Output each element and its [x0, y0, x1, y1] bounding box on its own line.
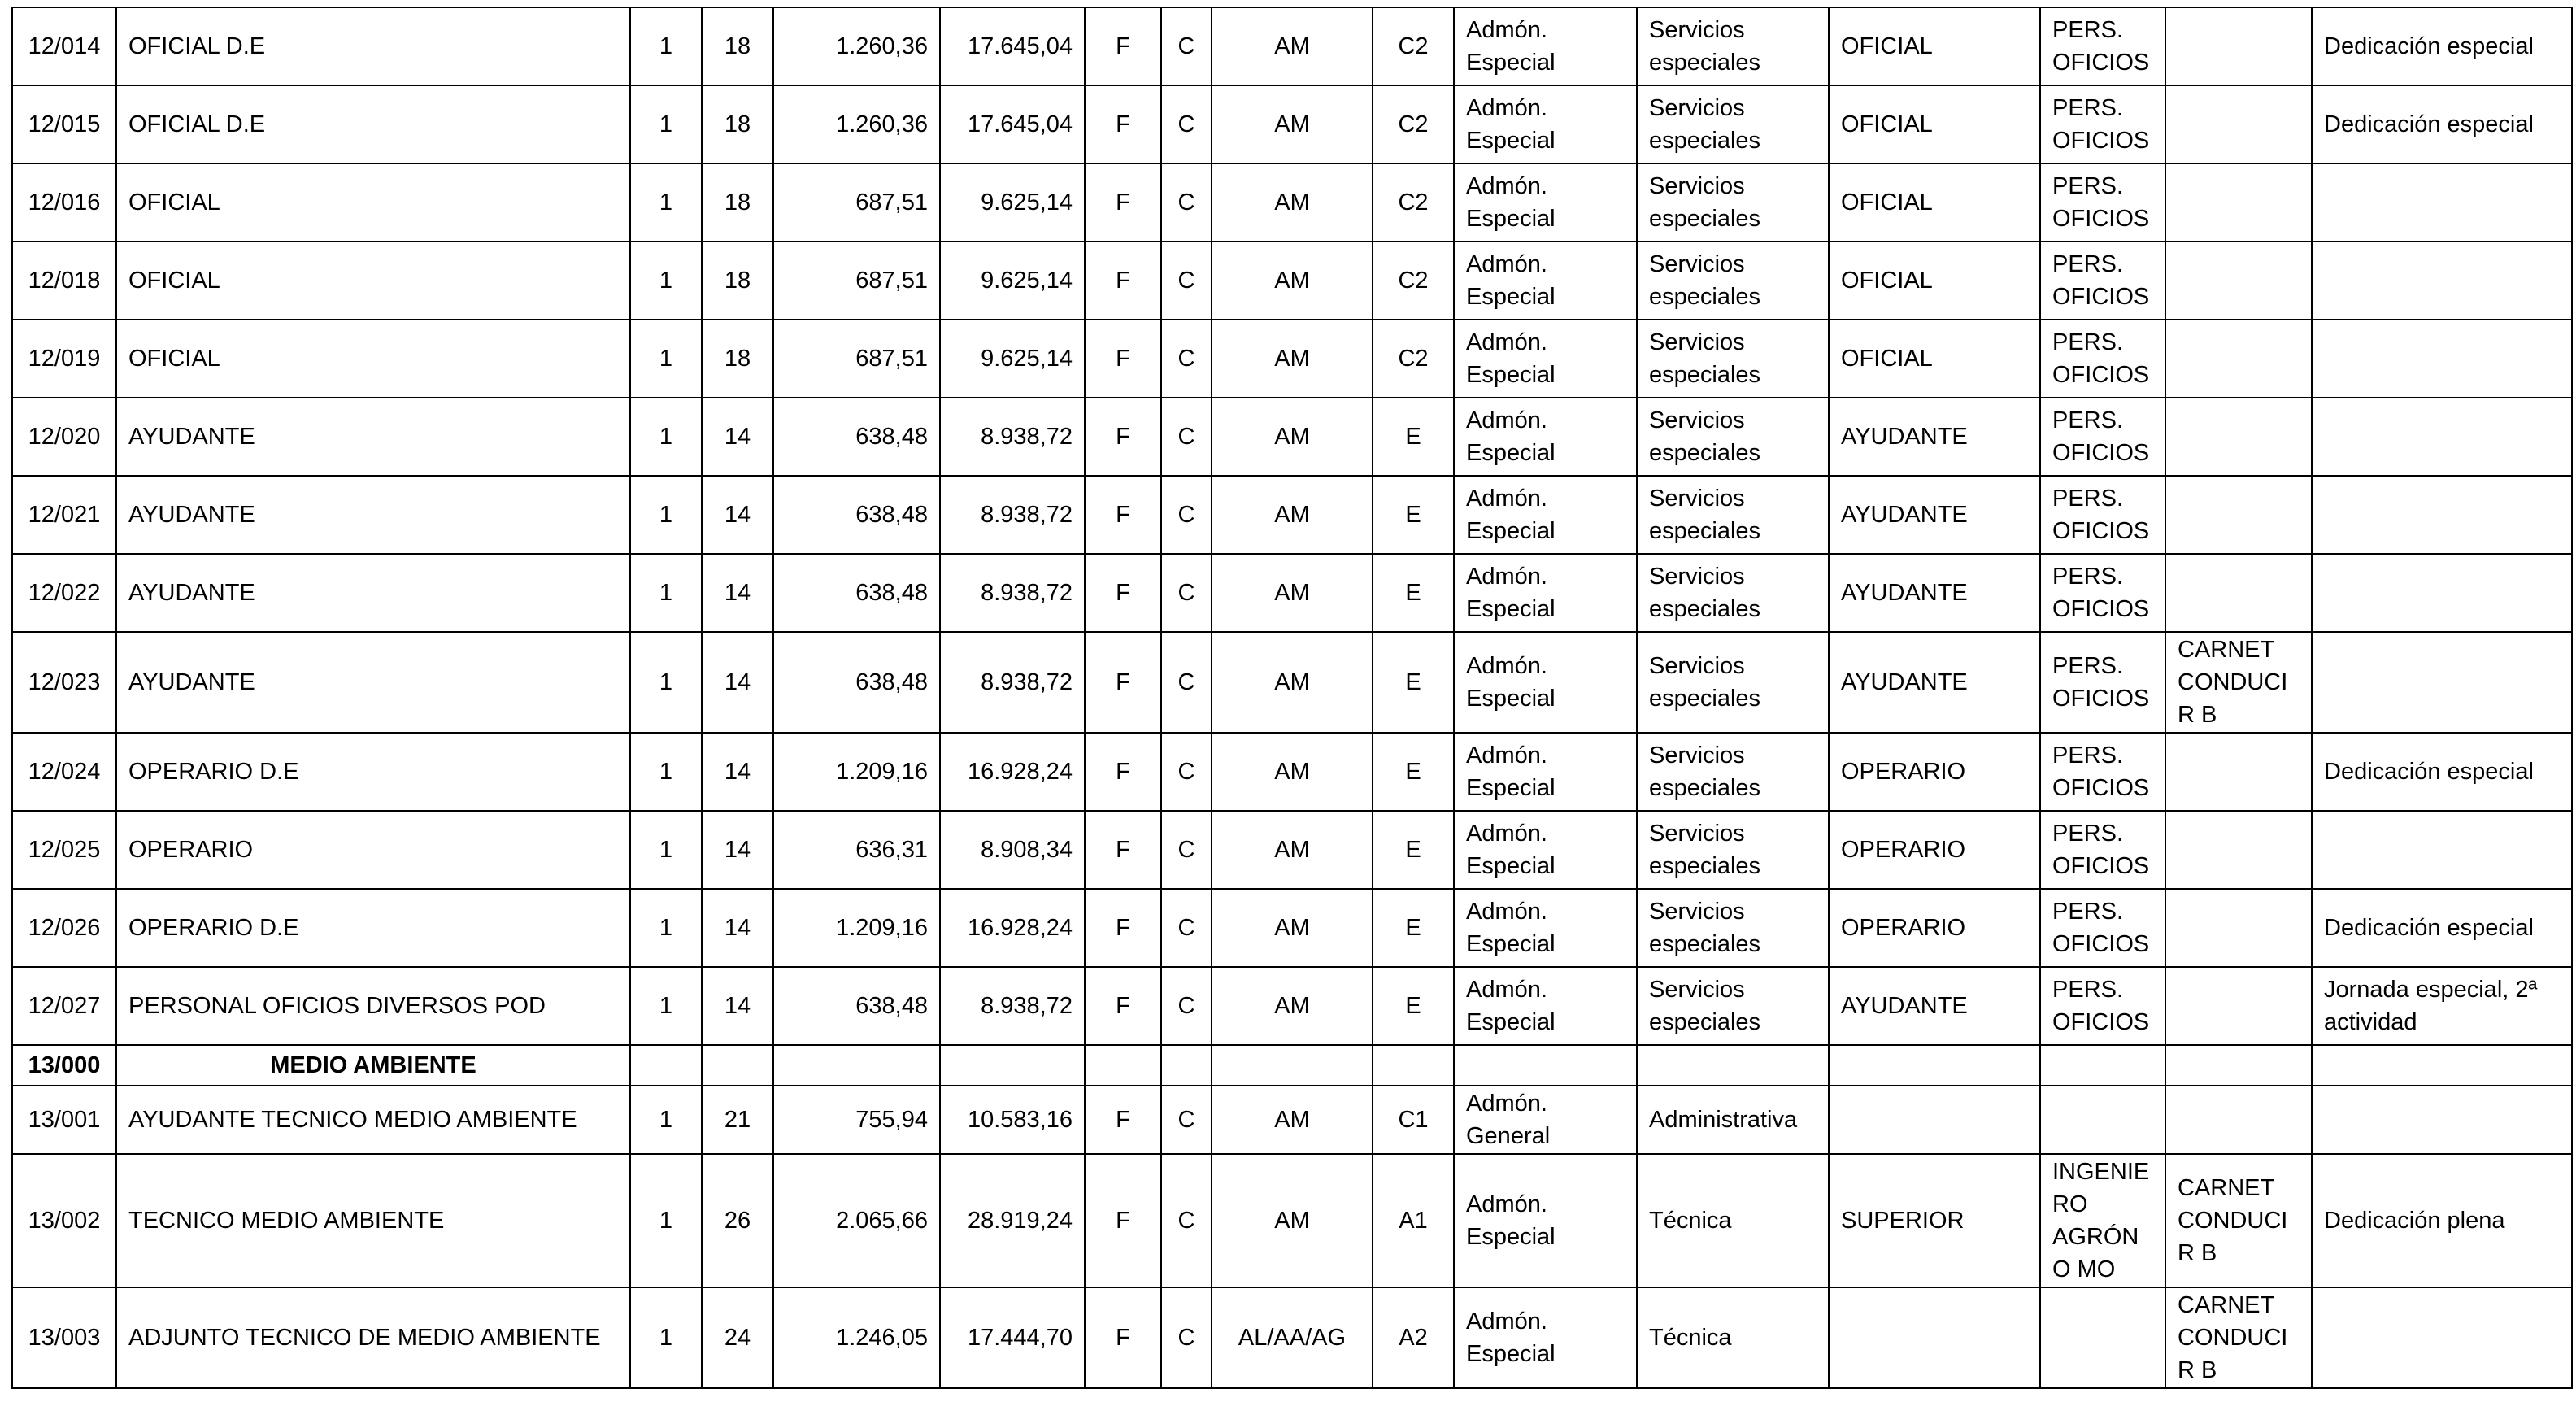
position-name-cell: AYUDANTE — [116, 554, 630, 632]
character-flag-cell — [1161, 1045, 1212, 1086]
monthly-amount-cell: 1.246,05 — [773, 1287, 940, 1388]
character-flag-cell: C — [1161, 7, 1212, 85]
character-flag-cell: C — [1161, 1154, 1212, 1287]
category-cell: PERS. OFICIOS — [2040, 554, 2165, 632]
position-code-cell: 12/024 — [12, 733, 116, 811]
administration-cell: Admón. Especial — [1454, 1154, 1637, 1287]
administration-cell: Admón. Especial — [1454, 889, 1637, 967]
position-level-cell: 14 — [702, 889, 773, 967]
annual-amount-cell: 8.938,72 — [940, 398, 1085, 476]
type-flag-cell: F — [1085, 1086, 1161, 1154]
group-code-cell: E — [1373, 632, 1454, 733]
monthly-amount-cell: 2.065,66 — [773, 1154, 940, 1287]
class-cell: OPERARIO — [1829, 811, 2040, 889]
character-flag-cell: C — [1161, 632, 1212, 733]
class-cell: OFICIAL — [1829, 163, 2040, 242]
observations-cell: Dedicación especial — [2312, 889, 2572, 967]
subscale-cell: Servicios especiales — [1637, 320, 1829, 398]
position-name-cell: OFICIAL — [116, 242, 630, 320]
position-level-cell: 14 — [702, 811, 773, 889]
position-name-cell: AYUDANTE — [116, 476, 630, 554]
group-code-cell: E — [1373, 398, 1454, 476]
administration-cell: Admón. Especial — [1454, 398, 1637, 476]
category-cell — [2040, 1086, 2165, 1154]
category-cell — [2040, 1287, 2165, 1388]
subscale-cell: Servicios especiales — [1637, 7, 1829, 85]
access-method-cell: AM — [1212, 398, 1373, 476]
table-row — [12, 476, 2572, 554]
monthly-amount-cell: 1.260,36 — [773, 85, 940, 163]
position-level-cell: 14 — [702, 967, 773, 1045]
requirements-cell — [2165, 1045, 2312, 1086]
character-flag-cell: C — [1161, 967, 1212, 1045]
requirements-cell — [2165, 889, 2312, 967]
position-code-cell: 12/019 — [12, 320, 116, 398]
annual-amount-cell: 17.645,04 — [940, 7, 1085, 85]
observations-cell — [2312, 1045, 2572, 1086]
class-cell — [1829, 1086, 2040, 1154]
character-flag-cell: C — [1161, 242, 1212, 320]
character-flag-cell: C — [1161, 398, 1212, 476]
position-code-cell: 13/003 — [12, 1287, 116, 1388]
character-flag-cell: C — [1161, 163, 1212, 242]
position-level-cell: 18 — [702, 85, 773, 163]
requirements-cell: CARNET CONDUCIR B — [2165, 632, 2312, 733]
class-cell: SUPERIOR — [1829, 1154, 2040, 1287]
position-level-cell: 21 — [702, 1086, 773, 1154]
category-cell: PERS. OFICIOS — [2040, 85, 2165, 163]
group-code-cell: C2 — [1373, 320, 1454, 398]
table-row — [12, 1086, 2572, 1154]
position-count-cell: 1 — [630, 811, 702, 889]
group-code-cell: E — [1373, 476, 1454, 554]
access-method-cell: AM — [1212, 1086, 1373, 1154]
access-method-cell — [1212, 1045, 1373, 1086]
monthly-amount-cell: 687,51 — [773, 242, 940, 320]
subscale-cell: Servicios especiales — [1637, 811, 1829, 889]
group-code-cell: A2 — [1373, 1287, 1454, 1388]
position-level-cell: 18 — [702, 242, 773, 320]
category-cell: PERS. OFICIOS — [2040, 632, 2165, 733]
table-row — [12, 320, 2572, 398]
group-code-cell: E — [1373, 811, 1454, 889]
class-cell — [1829, 1045, 2040, 1086]
position-count-cell: 1 — [630, 967, 702, 1045]
group-code-cell: E — [1373, 889, 1454, 967]
category-cell: PERS. OFICIOS — [2040, 476, 2165, 554]
access-method-cell: AM — [1212, 320, 1373, 398]
requirements-cell — [2165, 85, 2312, 163]
position-name-cell: AYUDANTE — [116, 632, 630, 733]
observations-cell — [2312, 1086, 2572, 1154]
position-code-cell: 12/016 — [12, 163, 116, 242]
type-flag-cell: F — [1085, 398, 1161, 476]
type-flag-cell: F — [1085, 554, 1161, 632]
subscale-cell: Servicios especiales — [1637, 967, 1829, 1045]
observations-cell: Dedicación especial — [2312, 7, 2572, 85]
table-row — [12, 889, 2572, 967]
position-level-cell: 14 — [702, 398, 773, 476]
type-flag-cell: F — [1085, 242, 1161, 320]
class-cell: OPERARIO — [1829, 889, 2040, 967]
position-level-cell: 24 — [702, 1287, 773, 1388]
position-name-cell: OPERARIO — [116, 811, 630, 889]
type-flag-cell: F — [1085, 733, 1161, 811]
observations-cell — [2312, 398, 2572, 476]
access-method-cell: AM — [1212, 554, 1373, 632]
subscale-cell: Administrativa — [1637, 1086, 1829, 1154]
observations-cell: Dedicación especial — [2312, 733, 2572, 811]
type-flag-cell: F — [1085, 967, 1161, 1045]
access-method-cell: AM — [1212, 967, 1373, 1045]
observations-cell — [2312, 554, 2572, 632]
table-row — [12, 1154, 2572, 1287]
observations-cell — [2312, 1287, 2572, 1388]
requirements-cell — [2165, 811, 2312, 889]
class-cell: OFICIAL — [1829, 85, 2040, 163]
category-cell: INGENIE RO AGRÓNO MO — [2040, 1154, 2165, 1287]
position-code-cell: 12/023 — [12, 632, 116, 733]
monthly-amount-cell: 1.209,16 — [773, 733, 940, 811]
table-row — [12, 163, 2572, 242]
subscale-cell: Servicios especiales — [1637, 889, 1829, 967]
access-method-cell: AM — [1212, 242, 1373, 320]
administration-cell — [1454, 1045, 1637, 1086]
character-flag-cell: C — [1161, 320, 1212, 398]
position-code-cell: 12/021 — [12, 476, 116, 554]
requirements-cell — [2165, 733, 2312, 811]
table-row — [12, 7, 2572, 85]
access-method-cell: AM — [1212, 85, 1373, 163]
character-flag-cell: C — [1161, 811, 1212, 889]
position-name-cell: AYUDANTE — [116, 398, 630, 476]
access-method-cell: AM — [1212, 733, 1373, 811]
access-method-cell: AL/AA/AG — [1212, 1287, 1373, 1388]
administration-cell: Admón. Especial — [1454, 476, 1637, 554]
monthly-amount-cell: 638,48 — [773, 476, 940, 554]
category-cell: PERS. OFICIOS — [2040, 7, 2165, 85]
subscale-cell: Técnica — [1637, 1287, 1829, 1388]
position-count-cell: 1 — [630, 398, 702, 476]
type-flag-cell: F — [1085, 1154, 1161, 1287]
observations-cell — [2312, 632, 2572, 733]
type-flag-cell: F — [1085, 476, 1161, 554]
class-cell: OPERARIO — [1829, 733, 2040, 811]
position-name-cell: OFICIAL — [116, 163, 630, 242]
position-count-cell: 1 — [630, 163, 702, 242]
group-code-cell: C2 — [1373, 7, 1454, 85]
observations-cell: Dedicación especial — [2312, 85, 2572, 163]
observations-cell: Dedicación plena — [2312, 1154, 2572, 1287]
monthly-amount-cell: 1.209,16 — [773, 889, 940, 967]
character-flag-cell: C — [1161, 733, 1212, 811]
group-code-cell: E — [1373, 967, 1454, 1045]
position-level-cell: 14 — [702, 733, 773, 811]
access-method-cell: AM — [1212, 811, 1373, 889]
position-count-cell: 1 — [630, 1287, 702, 1388]
annual-amount-cell: 8.938,72 — [940, 476, 1085, 554]
requirements-cell — [2165, 476, 2312, 554]
position-name-cell: OPERARIO D.E — [116, 889, 630, 967]
annual-amount-cell: 17.444,70 — [940, 1287, 1085, 1388]
requirements-cell — [2165, 554, 2312, 632]
monthly-amount-cell: 755,94 — [773, 1086, 940, 1154]
position-count-cell: 1 — [630, 733, 702, 811]
position-count-cell: 1 — [630, 632, 702, 733]
position-level-cell: 18 — [702, 320, 773, 398]
position-name-cell: TECNICO MEDIO AMBIENTE — [116, 1154, 630, 1287]
administration-cell: Admón. Especial — [1454, 242, 1637, 320]
position-code-cell: 12/020 — [12, 398, 116, 476]
annual-amount-cell: 10.583,16 — [940, 1086, 1085, 1154]
table-row — [12, 733, 2572, 811]
subscale-cell: Servicios especiales — [1637, 398, 1829, 476]
category-cell: PERS. OFICIOS — [2040, 320, 2165, 398]
position-level-cell — [702, 1045, 773, 1086]
subscale-cell — [1637, 1045, 1829, 1086]
position-code-cell: 12/022 — [12, 554, 116, 632]
requirements-cell — [2165, 1086, 2312, 1154]
table-row — [12, 632, 2572, 733]
position-count-cell: 1 — [630, 85, 702, 163]
class-cell: AYUDANTE — [1829, 398, 2040, 476]
position-code-cell: 12/015 — [12, 85, 116, 163]
position-level-cell: 26 — [702, 1154, 773, 1287]
administration-cell: Admón. General — [1454, 1086, 1637, 1154]
class-cell: AYUDANTE — [1829, 476, 2040, 554]
position-level-cell: 18 — [702, 7, 773, 85]
position-name-cell: OFICIAL — [116, 320, 630, 398]
annual-amount-cell: 9.625,14 — [940, 242, 1085, 320]
group-code-cell: C2 — [1373, 242, 1454, 320]
requirements-cell — [2165, 7, 2312, 85]
class-cell: OFICIAL — [1829, 320, 2040, 398]
category-cell: PERS. OFICIOS — [2040, 163, 2165, 242]
annual-amount-cell: 9.625,14 — [940, 163, 1085, 242]
monthly-amount-cell: 638,48 — [773, 554, 940, 632]
group-code-cell: E — [1373, 554, 1454, 632]
access-method-cell: AM — [1212, 889, 1373, 967]
staff-positions-table — [11, 7, 2573, 1389]
subscale-cell: Servicios especiales — [1637, 242, 1829, 320]
position-code-cell: 12/018 — [12, 242, 116, 320]
position-count-cell: 1 — [630, 476, 702, 554]
position-name-cell: OFICIAL D.E — [116, 85, 630, 163]
type-flag-cell: F — [1085, 7, 1161, 85]
monthly-amount-cell: 687,51 — [773, 163, 940, 242]
type-flag-cell: F — [1085, 85, 1161, 163]
category-cell: PERS. OFICIOS — [2040, 398, 2165, 476]
position-level-cell: 18 — [702, 163, 773, 242]
observations-cell — [2312, 242, 2572, 320]
requirements-cell: CARNET CONDUCIR B — [2165, 1287, 2312, 1388]
monthly-amount-cell: 638,48 — [773, 967, 940, 1045]
table-row — [12, 85, 2572, 163]
position-level-cell: 14 — [702, 632, 773, 733]
administration-cell: Admón. Especial — [1454, 85, 1637, 163]
administration-cell: Admón. Especial — [1454, 320, 1637, 398]
annual-amount-cell: 8.938,72 — [940, 967, 1085, 1045]
monthly-amount-cell: 687,51 — [773, 320, 940, 398]
class-cell — [1829, 1287, 2040, 1388]
class-cell: AYUDANTE — [1829, 554, 2040, 632]
requirements-cell — [2165, 163, 2312, 242]
observations-cell — [2312, 163, 2572, 242]
class-cell: OFICIAL — [1829, 7, 2040, 85]
position-code-cell: 12/026 — [12, 889, 116, 967]
group-code-cell — [1373, 1045, 1454, 1086]
annual-amount-cell: 9.625,14 — [940, 320, 1085, 398]
group-code-cell: C1 — [1373, 1086, 1454, 1154]
annual-amount-cell: 8.908,34 — [940, 811, 1085, 889]
position-code-cell: 12/027 — [12, 967, 116, 1045]
category-cell: PERS. OFICIOS — [2040, 811, 2165, 889]
character-flag-cell: C — [1161, 476, 1212, 554]
monthly-amount-cell: 638,48 — [773, 632, 940, 733]
subscale-cell: Servicios especiales — [1637, 85, 1829, 163]
subscale-cell: Servicios especiales — [1637, 476, 1829, 554]
position-code-cell: 13/002 — [12, 1154, 116, 1287]
position-name-cell: MEDIO AMBIENTE — [116, 1045, 630, 1086]
position-count-cell: 1 — [630, 1086, 702, 1154]
monthly-amount-cell — [773, 1045, 940, 1086]
annual-amount-cell: 16.928,24 — [940, 733, 1085, 811]
subscale-cell: Servicios especiales — [1637, 554, 1829, 632]
group-code-cell: C2 — [1373, 163, 1454, 242]
table-row — [12, 398, 2572, 476]
administration-cell: Admón. Especial — [1454, 811, 1637, 889]
table-row — [12, 811, 2572, 889]
type-flag-cell: F — [1085, 889, 1161, 967]
character-flag-cell: C — [1161, 1287, 1212, 1388]
type-flag-cell: F — [1085, 163, 1161, 242]
observations-cell: Jornada especial, 2ª actividad — [2312, 967, 2572, 1045]
position-name-cell: AYUDANTE TECNICO MEDIO AMBIENTE — [116, 1086, 630, 1154]
category-cell — [2040, 1045, 2165, 1086]
character-flag-cell: C — [1161, 889, 1212, 967]
category-cell: PERS. OFICIOS — [2040, 242, 2165, 320]
subscale-cell: Técnica — [1637, 1154, 1829, 1287]
annual-amount-cell: 17.645,04 — [940, 85, 1085, 163]
category-cell: PERS. OFICIOS — [2040, 889, 2165, 967]
type-flag-cell: F — [1085, 1287, 1161, 1388]
position-count-cell: 1 — [630, 889, 702, 967]
category-cell: PERS. OFICIOS — [2040, 733, 2165, 811]
category-cell: PERS. OFICIOS — [2040, 967, 2165, 1045]
administration-cell: Admón. Especial — [1454, 733, 1637, 811]
observations-cell — [2312, 476, 2572, 554]
access-method-cell: AM — [1212, 7, 1373, 85]
subscale-cell: Servicios especiales — [1637, 163, 1829, 242]
annual-amount-cell: 8.938,72 — [940, 554, 1085, 632]
class-cell: AYUDANTE — [1829, 967, 2040, 1045]
requirements-cell: CARNET CONDUCIR B — [2165, 1154, 2312, 1287]
administration-cell: Admón. Especial — [1454, 967, 1637, 1045]
table-row — [12, 1287, 2572, 1388]
administration-cell: Admón. Especial — [1454, 554, 1637, 632]
table-row — [12, 554, 2572, 632]
table-row — [12, 967, 2572, 1045]
access-method-cell: AM — [1212, 163, 1373, 242]
position-count-cell: 1 — [630, 242, 702, 320]
position-name-cell: ADJUNTO TECNICO DE MEDIO AMBIENTE — [116, 1287, 630, 1388]
group-code-cell: C2 — [1373, 85, 1454, 163]
position-level-cell: 14 — [702, 476, 773, 554]
monthly-amount-cell: 638,48 — [773, 398, 940, 476]
position-level-cell: 14 — [702, 554, 773, 632]
type-flag-cell — [1085, 1045, 1161, 1086]
position-name-cell: OPERARIO D.E — [116, 733, 630, 811]
administration-cell: Admón. Especial — [1454, 163, 1637, 242]
position-code-cell: 13/000 — [12, 1045, 116, 1086]
section-row — [12, 1045, 2572, 1086]
character-flag-cell: C — [1161, 554, 1212, 632]
type-flag-cell: F — [1085, 811, 1161, 889]
subscale-cell: Servicios especiales — [1637, 733, 1829, 811]
position-code-cell: 12/025 — [12, 811, 116, 889]
type-flag-cell: F — [1085, 632, 1161, 733]
observations-cell — [2312, 811, 2572, 889]
character-flag-cell: C — [1161, 85, 1212, 163]
requirements-cell — [2165, 320, 2312, 398]
position-count-cell: 1 — [630, 554, 702, 632]
access-method-cell: AM — [1212, 476, 1373, 554]
subscale-cell: Servicios especiales — [1637, 632, 1829, 733]
administration-cell: Admón. Especial — [1454, 1287, 1637, 1388]
annual-amount-cell: 16.928,24 — [940, 889, 1085, 967]
requirements-cell — [2165, 398, 2312, 476]
requirements-cell — [2165, 967, 2312, 1045]
table-row — [12, 242, 2572, 320]
monthly-amount-cell: 636,31 — [773, 811, 940, 889]
type-flag-cell: F — [1085, 320, 1161, 398]
position-code-cell: 12/014 — [12, 7, 116, 85]
group-code-cell: E — [1373, 733, 1454, 811]
annual-amount-cell: 8.938,72 — [940, 632, 1085, 733]
class-cell: OFICIAL — [1829, 242, 2040, 320]
observations-cell — [2312, 320, 2572, 398]
character-flag-cell: C — [1161, 1086, 1212, 1154]
administration-cell: Admón. Especial — [1454, 632, 1637, 733]
requirements-cell — [2165, 242, 2312, 320]
table-body — [12, 7, 2572, 1388]
administration-cell: Admón. Especial — [1454, 7, 1637, 85]
position-count-cell: 1 — [630, 7, 702, 85]
access-method-cell: AM — [1212, 632, 1373, 733]
annual-amount-cell: 28.919,24 — [940, 1154, 1085, 1287]
annual-amount-cell — [940, 1045, 1085, 1086]
group-code-cell: A1 — [1373, 1154, 1454, 1287]
class-cell: AYUDANTE — [1829, 632, 2040, 733]
position-code-cell: 13/001 — [12, 1086, 116, 1154]
access-method-cell: AM — [1212, 1154, 1373, 1287]
position-name-cell: OFICIAL D.E — [116, 7, 630, 85]
position-count-cell: 1 — [630, 1154, 702, 1287]
position-count-cell: 1 — [630, 320, 702, 398]
position-count-cell — [630, 1045, 702, 1086]
monthly-amount-cell: 1.260,36 — [773, 7, 940, 85]
position-name-cell: PERSONAL OFICIOS DIVERSOS POD — [116, 967, 630, 1045]
